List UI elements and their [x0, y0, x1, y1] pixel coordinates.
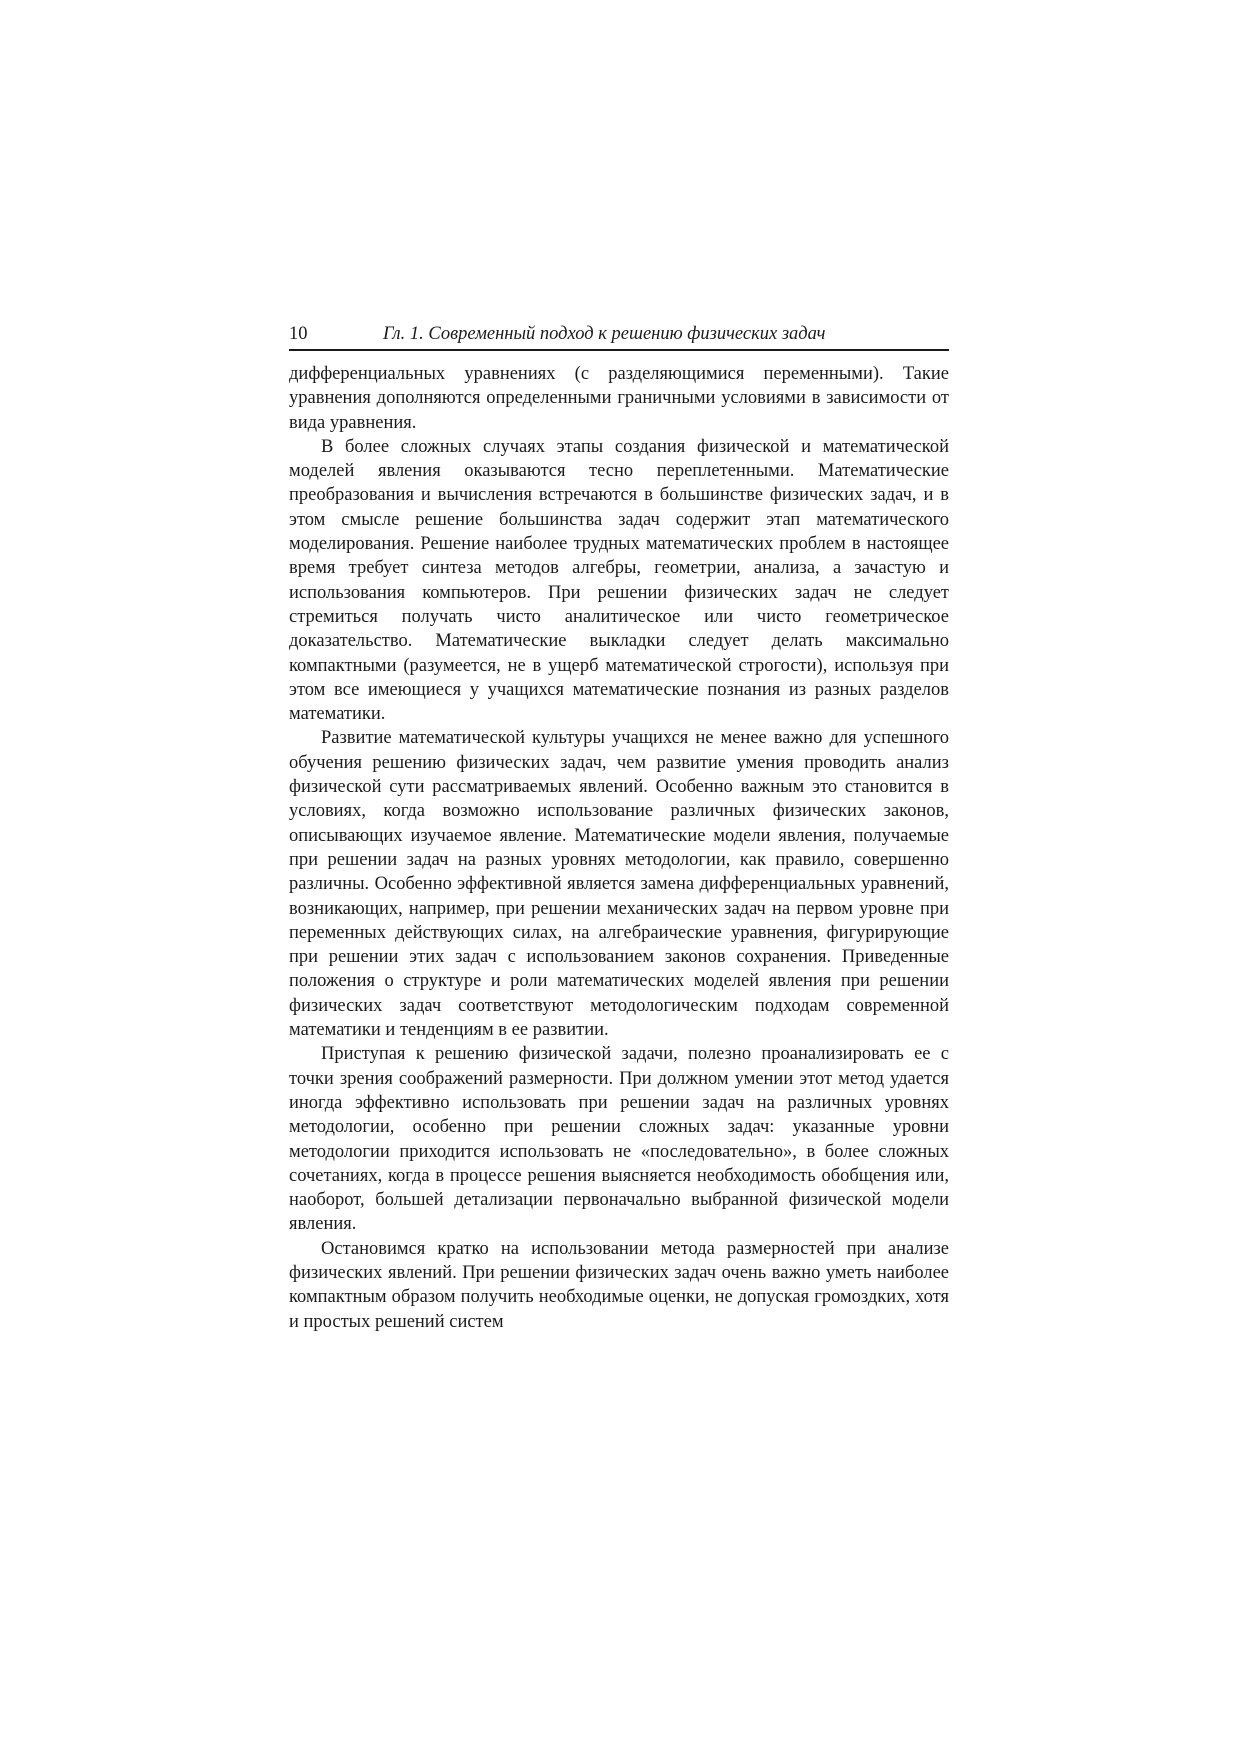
paragraph: Развитие математической культуры учащихся не менее важно для успешного обучения решению физических задач, чем развитие умения проводить анализ физической сути рассматриваемых явлений. Особенно важным это становится в условиях, когда возможно использование различных физических законов, описывающих изучаемое явление. Математические модели явления, получаемые при решении задач на разных уровнях методологии, как правило, совершенно различны. Особенно эффективной является замена дифференциальных уравнений, возникающих, например, при решении механических задач на первом уровне при переменных действующих силах, на алгебраические уравнения, фигурирующие при решении этих задач с использованием законов сохранения. Приведенные положения о структуре и роли математических моделей явления при решении физических задач соответствуют методологическим подходам современной математики и тенденциям в ее развитии.	[289, 728, 949, 1041]
paragraph-continuation: дифференциальных уравнениях (с разделяющимися переменными). Такие уравнения дополняются определенными граничными условиями в зависимости от вида уравнения.	[289, 364, 949, 433]
paragraph: В более сложных случаях этапы создания физической и математической моделей явления оказываются тесно переплетенными. Математические преобразования и вычисления встречаются в большинстве физических задач, и в этом смысле решение большинства задач содержит этап математического моделирования. Решение наиболее трудных математических проблем в настоящее время требует синтеза методов алгебры, геометрии, анализа, а зачастую и использования компьютеров. При решении физических задач не следует стремиться получать чисто аналитическое или чисто геометрическое доказательство. Математические выкладки следует делать максимально компактными (разумеется, не в ущерб математической строгости), используя при этом все имеющиеся у учащихся математические познания из разных разделов математики.	[289, 436, 949, 725]
running-head	[289, 319, 949, 351]
paragraph: Остановимся кратко на использовании метода размерностей при анализе физических явлений. При решении физических задач очень важно уметь наиболее компактным образом получить необходимые оценки, не допуская громоздких, хотя и простых решений систем	[289, 1238, 949, 1332]
chapter-title: Гл. 1. Современный подход к решению физических задач	[383, 324, 826, 344]
body-text	[289, 362, 949, 1334]
page-number: 10	[289, 324, 308, 344]
paragraph: Приступая к решению физической задачи, полезно проанализировать ее с точки зрения соображений размерности. При должном умении этот метод удается иногда эффективно использовать при решении задач на различных уровнях методологии, особенно при решении сложных задач: указанные уровни методологии приходится использовать не «последовательно», в более сложных сочетаниях, когда в процессе решения выясняется необходимость обобщения или, наоборот, большей детализации первоначально выбранной физической модели явления.	[289, 1044, 949, 1235]
